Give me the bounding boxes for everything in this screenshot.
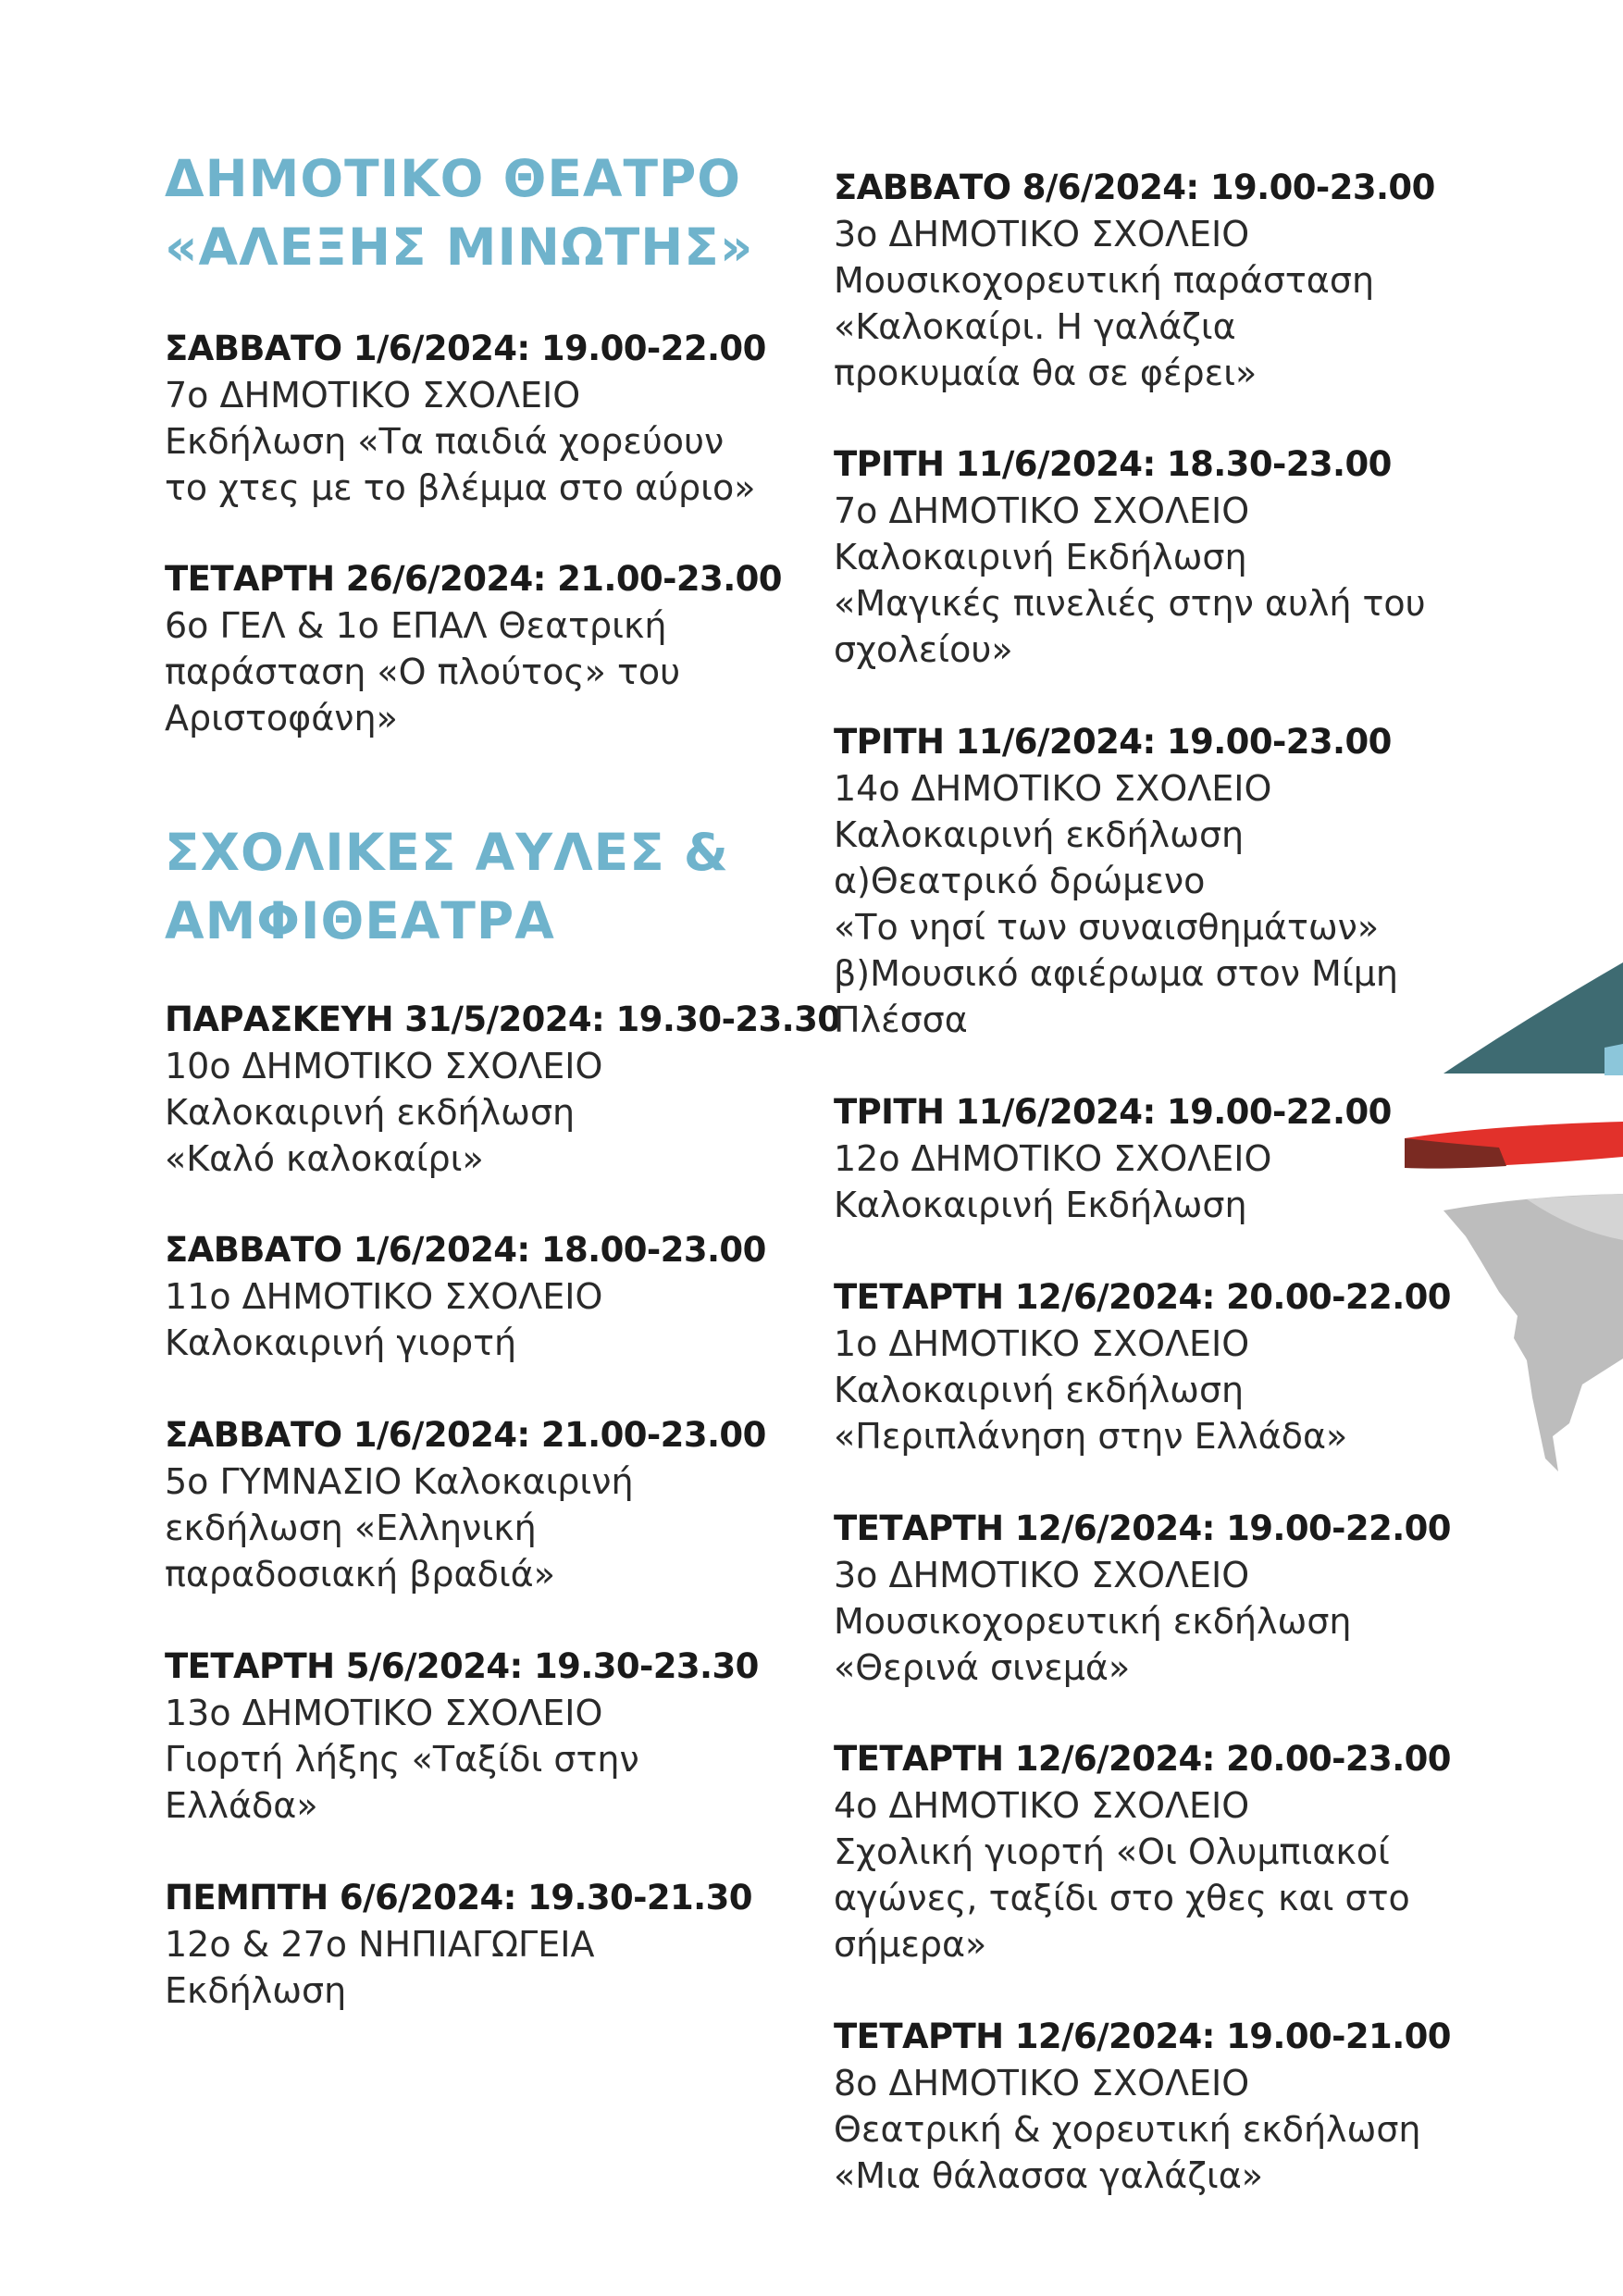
event-date: ΤΕΤΑΡΤΗ 26/6/2024: 21.00-23.00 <box>165 559 782 599</box>
event-item <box>165 1412 831 1597</box>
event-date: ΤΕΤΑΡΤΗ 5/6/2024: 19.30-23.30 <box>165 1646 759 1686</box>
event-date: ΤΕΤΑΡΤΗ 12/6/2024: 19.00-22.00 <box>834 1508 1451 1548</box>
event-detail: 4ο ΔΗΜΟΤΙΚΟ ΣΧΟΛΕΙΟ <box>834 1785 1250 1826</box>
sail-shape <box>1604 1044 1623 1075</box>
event-detail: 7ο ΔΗΜΟΤΙΚΟ ΣΧΟΛΕΙΟ <box>165 375 581 416</box>
event-detail: παραδοσιακή βραδιά» <box>165 1554 555 1595</box>
event-item <box>834 1506 1500 1691</box>
event-detail: β)Μουσικό αφιέρωμα στον Μίμη <box>834 953 1398 994</box>
event-detail: 12ο & 27ο ΝΗΠΙΑΓΩΓΕΙΑ <box>165 1924 595 1965</box>
event-detail: Καλοκαιρινή εκδήλωση <box>165 1092 576 1133</box>
event-detail: 3ο ΔΗΜΟΤΙΚΟ ΣΧΟΛΕΙΟ <box>834 214 1250 254</box>
event-detail: 1ο ΔΗΜΟΤΙΚΟ ΣΧΟΛΕΙΟ <box>834 1323 1250 1364</box>
event-detail: παράσταση «Ο πλούτος» του <box>165 652 681 692</box>
section-title-courtyards <box>165 818 729 955</box>
reflection-shape <box>1443 1194 1623 1471</box>
event-detail: «Περιπλάνηση στην Ελλάδα» <box>834 1416 1348 1457</box>
event-detail: «Το νησί των συναισθημάτων» <box>834 907 1380 948</box>
section-title-line: ΔΗΜΟΤΙΚΟ ΘΕΑΤΡΟ <box>165 149 742 208</box>
event-detail: 8ο ΔΗΜΟΤΙΚΟ ΣΧΟΛΕΙΟ <box>834 2063 1250 2104</box>
event-detail: Ελλάδα» <box>165 1785 318 1826</box>
event-detail: Μουσικοχορευτική εκδήλωση <box>834 1601 1352 1642</box>
sail-shape <box>1443 962 1623 1074</box>
event-date: ΣΑΒΒΑΤΟ 1/6/2024: 18.00-23.00 <box>165 1230 766 1270</box>
event-date: ΤΕΤΑΡΤΗ 12/6/2024: 19.00-21.00 <box>834 2017 1451 2056</box>
event-item <box>165 556 831 741</box>
event-detail: Εκδήλωση <box>165 1970 347 2011</box>
event-date: ΠΑΡΑΣΚΕΥΗ 31/5/2024: 19.30-23.30 <box>165 999 841 1039</box>
event-detail: Θεατρική & χορευτική εκδήλωση <box>834 2109 1421 2150</box>
event-detail: 7ο ΔΗΜΟΤΙΚΟ ΣΧΟΛΕΙΟ <box>834 490 1250 531</box>
event-item <box>165 1875 831 2014</box>
event-detail: αγώνες, ταξίδι στο χθες και στο <box>834 1878 1410 1918</box>
event-detail: Γιορτή λήξης «Ταξίδι στην <box>165 1739 639 1780</box>
event-detail: 12ο ΔΗΜΟΤΙΚΟ ΣΧΟΛΕΙΟ <box>834 1138 1272 1179</box>
event-detail: α)Θεατρικό δρώμενο <box>834 861 1206 901</box>
event-detail: 10ο ΔΗΜΟΤΙΚΟ ΣΧΟΛΕΙΟ <box>165 1046 603 1086</box>
sailboat-illustration <box>1388 962 1623 1499</box>
event-detail: Καλοκαιρινή Εκδήλωση <box>834 1185 1247 1225</box>
event-detail: Καλοκαιρινή Εκδήλωση <box>834 537 1247 577</box>
event-detail: Αριστοφάνη» <box>165 698 398 738</box>
event-date: ΤΕΤΑΡΤΗ 12/6/2024: 20.00-22.00 <box>834 1277 1451 1317</box>
event-date: ΠΕΜΠΤΗ 6/6/2024: 19.30-21.30 <box>165 1878 752 1917</box>
event-detail: Εκδήλωση «Τα παιδιά χορεύουν <box>165 421 725 462</box>
event-detail: Καλοκαιρινή εκδήλωση <box>834 814 1245 855</box>
event-detail: 5ο ΓΥΜΝΑΣΙΟ Καλοκαιρινή <box>165 1461 634 1502</box>
event-date: ΣΑΒΒΑΤΟ 8/6/2024: 19.00-23.00 <box>834 168 1435 207</box>
event-date: ΤΡΙΤΗ 11/6/2024: 18.30-23.00 <box>834 444 1392 484</box>
section-title-theatre <box>165 144 753 281</box>
event-detail: προκυμαία θα σε φέρει» <box>834 353 1258 393</box>
event-item <box>165 1644 831 1829</box>
event-detail: «Μια θάλασσα γαλάζια» <box>834 2155 1264 2196</box>
event-date: ΤΡΙΤΗ 11/6/2024: 19.00-23.00 <box>834 722 1392 762</box>
event-item <box>165 997 841 1182</box>
event-date: ΤΡΙΤΗ 11/6/2024: 19.00-22.00 <box>834 1092 1392 1132</box>
event-date: ΣΑΒΒΑΤΟ 1/6/2024: 21.00-23.00 <box>165 1415 766 1455</box>
event-detail: Καλοκαιρινή εκδήλωση <box>834 1370 1245 1410</box>
event-item <box>834 165 1500 396</box>
section-title-line: ΣΧΟΛΙΚΕΣ ΑΥΛΕΣ & <box>165 823 729 882</box>
event-date: ΣΑΒΒΑΤΟ 1/6/2024: 19.00-22.00 <box>165 329 766 368</box>
event-date: ΤΕΤΑΡΤΗ 12/6/2024: 20.00-23.00 <box>834 1739 1451 1779</box>
event-detail: 3ο ΔΗΜΟΤΙΚΟ ΣΧΟΛΕΙΟ <box>834 1555 1250 1595</box>
event-detail: Σχολική γιορτή «Οι Ολυμπιακοί <box>834 1831 1390 1872</box>
event-detail: 11ο ΔΗΜΟΤΙΚΟ ΣΧΟΛΕΙΟ <box>165 1276 603 1317</box>
section-title-line: «ΑΛΕΞΗΣ ΜΙΝΩΤΗΣ» <box>165 217 754 277</box>
event-item <box>834 1736 1500 1967</box>
event-detail: σχολείου» <box>834 629 1013 670</box>
event-detail: 13ο ΔΗΜΟΤΙΚΟ ΣΧΟΛΕΙΟ <box>165 1693 603 1733</box>
event-detail: 14ο ΔΗΜΟΤΙΚΟ ΣΧΟΛΕΙΟ <box>834 768 1272 809</box>
event-item <box>165 326 831 511</box>
event-detail: «Μαγικές πινελιές στην αυλή του <box>834 583 1426 624</box>
event-item <box>834 2014 1500 2199</box>
event-detail: εκδήλωση «Ελληνική <box>165 1508 537 1548</box>
event-detail: Μουσικοχορευτική παράσταση <box>834 260 1375 301</box>
event-item <box>834 441 1500 673</box>
event-detail: «Καλοκαίρι. Η γαλάζια <box>834 306 1236 347</box>
event-item <box>165 1227 831 1366</box>
event-detail: το χτες με το βλέμμα στο αύριο» <box>165 467 756 508</box>
section-title-line: ΑΜΦΙΘΕΑΤΡΑ <box>165 891 555 950</box>
event-detail: Πλέσσα <box>834 999 968 1040</box>
event-detail: 6ο ΓΕΛ & 1ο ΕΠΑΛ Θεατρική <box>165 605 667 646</box>
event-detail: «Καλό καλοκαίρι» <box>165 1138 484 1179</box>
event-detail: Καλοκαιρινή γιορτή <box>165 1322 517 1363</box>
event-detail: «Θερινά σινεμά» <box>834 1647 1131 1688</box>
event-detail: σήμερα» <box>834 1924 987 1965</box>
